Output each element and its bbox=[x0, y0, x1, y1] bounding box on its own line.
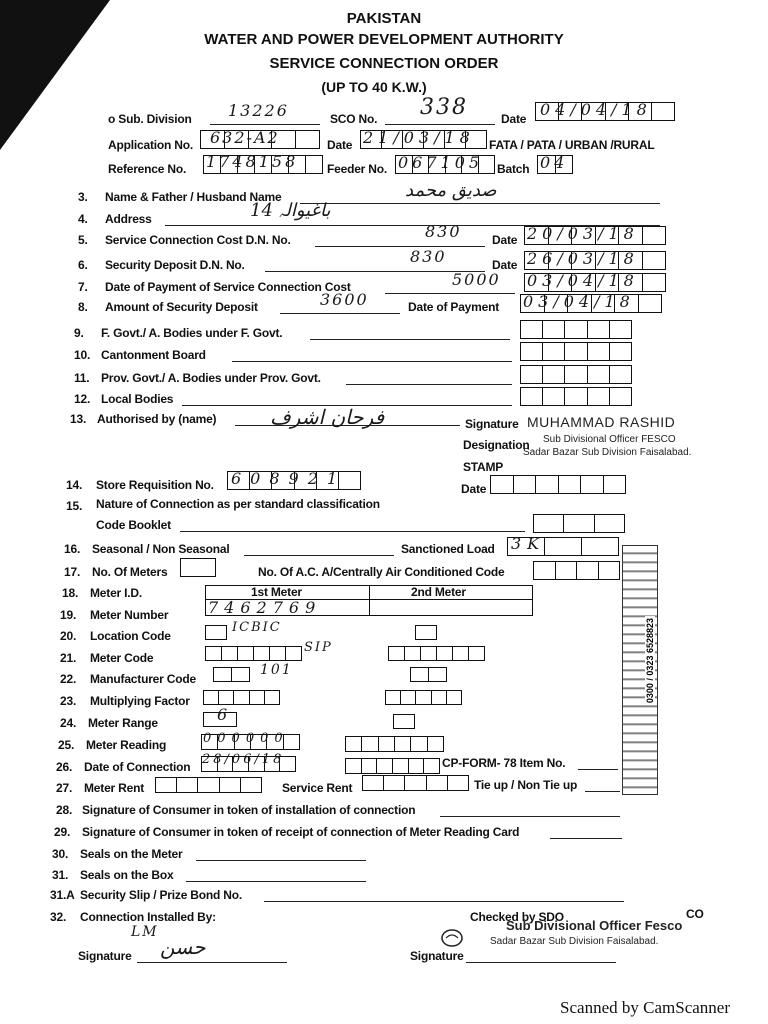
service-cost-date-value: 20/03/18 bbox=[527, 224, 639, 243]
meter-code-label: Meter Code bbox=[90, 651, 154, 665]
meter-code-boxes-2[interactable] bbox=[388, 646, 485, 661]
cp-form-label: CP-FORM- 78 Item No. bbox=[442, 756, 566, 770]
security-deposit-date-label: Date bbox=[492, 258, 518, 272]
checked-by-label: Checked by SDO bbox=[470, 910, 564, 924]
item-number: 15. bbox=[66, 499, 83, 513]
sdo-stamp-line2: Sadar Bazar Sub Division Faisalabad. bbox=[490, 936, 659, 947]
federal-govt-label: F. Govt./ A. Bodies under F. Govt. bbox=[101, 326, 283, 340]
ac-code-boxes[interactable] bbox=[533, 561, 620, 580]
application-value: 632-A2 bbox=[210, 128, 280, 147]
store-requisition-label: Store Requisition No. bbox=[96, 478, 214, 492]
number-of-meters-label: No. Of Meters bbox=[92, 565, 168, 579]
ac-code-label: No. Of A.C. A/Centrally Air Conditioned Code bbox=[258, 565, 505, 579]
service-cost-date-label: Date bbox=[492, 233, 518, 247]
sub-division-value: 13226 bbox=[228, 101, 289, 120]
item-number: 5. bbox=[78, 233, 88, 247]
item-number: 4. bbox=[78, 212, 88, 226]
item-number: 10. bbox=[74, 348, 91, 362]
date-label: Date bbox=[501, 112, 527, 126]
address-handwriting: 14 ﺑﺎﻏﻴﻮﺍﻟﮧ bbox=[250, 200, 331, 221]
item-number: 27. bbox=[56, 781, 73, 795]
meter-code-boxes-1[interactable] bbox=[205, 646, 302, 661]
authorised-by-handwriting: ﻓﺮﺣﺎﻥ ﺍﺷﺮﻑ bbox=[270, 405, 385, 429]
service-rent-label: Service Rent bbox=[282, 781, 353, 795]
meter-table-col2: 2nd Meter bbox=[411, 585, 466, 599]
batch-value: 04 bbox=[540, 153, 569, 172]
manufacturer-code-value: 101 bbox=[260, 662, 293, 678]
item-number: 9. bbox=[74, 326, 84, 340]
name-label: Name & Father / Husband Name bbox=[105, 190, 282, 204]
address-label: Address bbox=[105, 212, 152, 226]
signature-stamp-name: MUHAMMAD RASHID bbox=[527, 414, 676, 430]
item-number: 22. bbox=[60, 672, 77, 686]
item-number: 19. bbox=[60, 608, 77, 622]
security-deposit-date-value: 26/03/18 bbox=[527, 249, 639, 268]
number-of-meters-box[interactable] bbox=[180, 558, 216, 577]
store-requisition-value: 608921 bbox=[231, 469, 347, 488]
manufacturer-code-boxes-2[interactable] bbox=[410, 667, 447, 682]
security-payment-date-label: Date of Payment bbox=[408, 300, 500, 314]
app-date-label: Date bbox=[327, 138, 353, 152]
code-booklet-boxes[interactable] bbox=[533, 514, 625, 533]
meter-code-value: SIP bbox=[304, 640, 333, 655]
tie-up-label: Tie up / Non Tie up bbox=[474, 778, 578, 792]
co-label: CO bbox=[686, 907, 704, 921]
item-number: 24. bbox=[60, 716, 77, 730]
meter-table-col1: 1st Meter bbox=[251, 585, 302, 599]
seals-meter-label: Seals on the Meter bbox=[80, 847, 183, 861]
item-number: 17. bbox=[64, 565, 81, 579]
location-code-box-1[interactable] bbox=[205, 625, 227, 640]
item-number: 6. bbox=[78, 258, 88, 272]
provincial-govt-boxes[interactable] bbox=[520, 365, 632, 384]
meter-reading-label: Meter Reading bbox=[86, 738, 167, 752]
security-amount-label: Amount of Security Deposit bbox=[105, 300, 258, 314]
item-number: 7. bbox=[78, 280, 88, 294]
form-subtitle: (UP TO 40 K.W.) bbox=[321, 79, 427, 95]
meter-range-box-2[interactable] bbox=[393, 714, 415, 729]
meter-rent-boxes[interactable] bbox=[155, 777, 262, 793]
item-number: 18. bbox=[62, 586, 79, 600]
installer-signature-handwriting: ﺣﺴﻦ bbox=[160, 935, 206, 959]
item-number: 3. bbox=[78, 190, 88, 204]
meter-range-value: 6 bbox=[217, 705, 230, 724]
meter-number-label: Meter Number bbox=[90, 608, 169, 622]
payment-service-date-value: 03/04/18 bbox=[527, 271, 639, 290]
designation-line2: Sadar Bazar Sub Division Faisalabad. bbox=[523, 447, 692, 458]
local-bodies-boxes[interactable] bbox=[520, 387, 632, 406]
stamp-label: STAMP bbox=[463, 460, 504, 474]
area-type-label: FATA / PATA / URBAN /RURAL bbox=[489, 138, 655, 152]
scanner-watermark: Scanned by CamScanner bbox=[560, 998, 730, 1017]
item-number: 32. bbox=[50, 910, 67, 924]
application-label: Application No. bbox=[108, 138, 193, 152]
item-number: 31.A bbox=[50, 888, 75, 902]
item-number: 21. bbox=[60, 651, 77, 665]
consumer-installation-signature-label: Signature of Consumer in token of installation of connection bbox=[82, 803, 416, 817]
side-stamp-strip bbox=[622, 545, 658, 795]
sub-division-label: o Sub. Division bbox=[108, 112, 192, 126]
seals-box-label: Seals on the Box bbox=[80, 868, 174, 882]
date-of-connection-label: Date of Connection bbox=[84, 760, 191, 774]
sanctioned-load-label: Sanctioned Load bbox=[401, 542, 495, 556]
location-code-value: ICBIC bbox=[232, 620, 282, 635]
service-rent-boxes[interactable] bbox=[362, 775, 469, 791]
store-requisition-date-boxes[interactable] bbox=[490, 475, 626, 494]
security-deposit-dn-label: Security Deposit D.N. No. bbox=[105, 258, 245, 272]
sanctioned-load-value: 3K bbox=[511, 534, 546, 553]
feeder-label: Feeder No. bbox=[327, 162, 388, 176]
item-number: 16. bbox=[64, 542, 81, 556]
multiplying-factor-label: Multiplying Factor bbox=[90, 694, 190, 708]
seasonal-label: Seasonal / Non Seasonal bbox=[92, 542, 230, 556]
installer-signature-label: Signature bbox=[78, 949, 132, 963]
item-number: 23. bbox=[60, 694, 77, 708]
multiplying-factor-boxes-2[interactable] bbox=[385, 690, 462, 705]
item-number: 8. bbox=[78, 300, 88, 314]
local-bodies-label: Local Bodies bbox=[101, 392, 174, 406]
security-payment-date-value: 03/04/18 bbox=[523, 292, 635, 311]
side-stamp-number: 0300 / 0323 6528823 bbox=[645, 618, 655, 704]
designation-line1: Sub Divisional Officer FESCO bbox=[543, 434, 676, 445]
date-of-connection-boxes-2[interactable] bbox=[345, 758, 440, 774]
federal-govt-boxes[interactable] bbox=[520, 320, 632, 339]
service-cost-dn-value: 830 bbox=[425, 222, 462, 241]
item-number: 14. bbox=[66, 478, 83, 492]
payment-date-service-label: Date of Payment of Service Connection Cost bbox=[105, 280, 351, 294]
item-number: 30. bbox=[52, 847, 69, 861]
cantonment-boxes[interactable] bbox=[520, 342, 632, 361]
item-number: 12. bbox=[74, 392, 91, 406]
meter-id-label: Meter I.D. bbox=[90, 586, 143, 600]
security-amount-value: 3600 bbox=[320, 290, 369, 309]
lm-initial: LM bbox=[131, 924, 159, 940]
meter-rent-label: Meter Rent bbox=[84, 781, 145, 795]
sdo-stamp-line1: Sub Divisional Officer Fesco bbox=[506, 918, 683, 933]
location-code-label: Location Code bbox=[90, 629, 171, 643]
form-title: SERVICE CONNECTION ORDER bbox=[269, 55, 499, 72]
payment-service-value: 5000 bbox=[452, 270, 501, 289]
designation-label: Designation bbox=[463, 438, 530, 452]
provincial-govt-label: Prov. Govt./ A. Bodies under Prov. Govt. bbox=[101, 371, 321, 385]
multiplying-factor-boxes-1[interactable] bbox=[203, 690, 280, 705]
item-number: 13. bbox=[70, 412, 87, 426]
feeder-value: 067105 bbox=[398, 153, 484, 172]
code-booklet-label: Code Booklet bbox=[96, 518, 171, 532]
item-number: 11. bbox=[74, 371, 90, 385]
form-country: PAKISTAN bbox=[346, 10, 422, 27]
item-number: 25. bbox=[58, 738, 75, 752]
item-number: 31. bbox=[52, 868, 69, 882]
batch-label: Batch bbox=[497, 162, 530, 176]
sco-label: SCO No. bbox=[330, 112, 378, 126]
meter-range-label: Meter Range bbox=[88, 716, 158, 730]
consumer-receipt-signature-label: Signature of Consumer in token of receipt of connection of Meter Reading Card bbox=[82, 825, 520, 839]
sco-value: 338 bbox=[420, 95, 468, 120]
sdo-signature-label: Signature bbox=[410, 949, 464, 963]
date-value: 04/04/18 bbox=[540, 100, 652, 119]
connection-installed-by-label: Connection Installed By: bbox=[80, 910, 216, 924]
item-number: 26. bbox=[56, 760, 73, 774]
meter-number-value: 7462769 bbox=[208, 598, 322, 617]
item-number: 29. bbox=[54, 825, 71, 839]
form-authority: WATER AND POWER DEVELOPMENT AUTHORITY bbox=[204, 31, 564, 48]
store-requisition-date-label: Date bbox=[461, 482, 487, 496]
app-date-value: 21/03/18 bbox=[363, 128, 475, 147]
security-deposit-dn-value: 830 bbox=[410, 247, 447, 266]
location-code-box-2[interactable] bbox=[415, 625, 437, 640]
item-number: 28. bbox=[56, 803, 73, 817]
name-handwriting: ﺻﺪﻳﻖ ﻣﺤﻤﺪ bbox=[405, 180, 497, 201]
security-slip-label: Security Slip / Prize Bond No. bbox=[80, 888, 243, 902]
item-number: 20. bbox=[60, 629, 77, 643]
signature-label: Signature bbox=[465, 417, 519, 431]
service-cost-dn-label: Service Connection Cost D.N. No. bbox=[105, 233, 291, 247]
date-of-connection-value: 28/06/18 bbox=[202, 752, 285, 767]
authorised-by-label: Authorised by (name) bbox=[97, 412, 217, 426]
nature-connection-label: Nature of Connection as per standard classification bbox=[96, 497, 380, 511]
seal-mark-icon bbox=[440, 928, 464, 948]
manufacturer-code-label: Manufacturer Code bbox=[90, 672, 196, 686]
manufacturer-code-boxes-1[interactable] bbox=[213, 667, 250, 682]
reference-value: 1748158 bbox=[206, 152, 299, 171]
reference-label: Reference No. bbox=[108, 162, 187, 176]
cantonment-label: Cantonment Board bbox=[101, 348, 206, 362]
meter-reading-value: 000000 bbox=[203, 731, 289, 746]
meter-reading-boxes-2[interactable] bbox=[345, 736, 444, 752]
